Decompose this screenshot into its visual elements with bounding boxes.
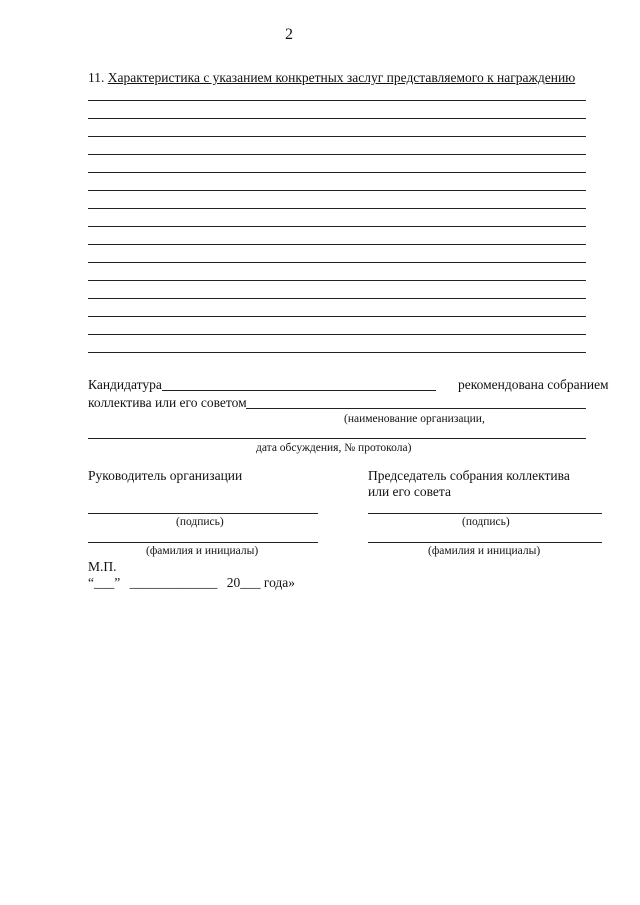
stamp-place-label: М.П.	[88, 559, 117, 574]
discussion-date-field[interactable]	[88, 438, 586, 439]
organization-hint: (наименование организации,	[344, 413, 485, 425]
section-number: 11.	[88, 70, 105, 85]
month-blank[interactable]: _____________	[129, 575, 218, 590]
organization-field[interactable]	[246, 408, 586, 409]
chairman-label-line1: Председатель собрания коллектива	[368, 468, 570, 483]
writing-line[interactable]	[88, 100, 586, 101]
head-name-field[interactable]	[88, 542, 318, 543]
chairman-signature-field[interactable]	[368, 513, 602, 514]
writing-line[interactable]	[88, 118, 586, 119]
writing-line[interactable]	[88, 262, 586, 263]
day-blank[interactable]: ___	[94, 575, 115, 590]
writing-line[interactable]	[88, 352, 586, 353]
year-blank[interactable]: ___	[240, 575, 261, 590]
date-open-quote: “	[88, 575, 94, 590]
discussion-date-hint: дата обсуждения, № протокола)	[256, 442, 412, 454]
date-close-quote: ”	[114, 575, 121, 590]
head-name-hint: (фамилия и инициалы)	[146, 545, 259, 557]
date-line[interactable]	[88, 575, 295, 591]
chairman-signature-hint: (подпись)	[462, 516, 510, 528]
writing-line[interactable]	[88, 280, 586, 281]
writing-line[interactable]	[88, 316, 586, 317]
writing-line[interactable]	[88, 244, 586, 245]
writing-line[interactable]	[88, 334, 586, 335]
year-suffix: года»	[263, 575, 296, 590]
writing-line[interactable]	[88, 172, 586, 173]
head-of-organization-label: Руководитель организации	[88, 468, 243, 483]
page-number: 2	[285, 26, 293, 43]
collective-label: коллектива или его советом	[88, 395, 247, 410]
candidacy-label: Кандидатура	[88, 377, 162, 392]
head-signature-field[interactable]	[88, 513, 318, 514]
year-prefix: 20	[226, 575, 241, 590]
writing-line[interactable]	[88, 136, 586, 137]
writing-line[interactable]	[88, 190, 586, 191]
chairman-label-line2: или его совета	[368, 484, 451, 499]
recommended-label: рекомендована собранием	[458, 377, 609, 392]
writing-line[interactable]	[88, 298, 586, 299]
chairman-name-field[interactable]	[368, 542, 602, 543]
head-signature-hint: (подпись)	[176, 516, 224, 528]
writing-line[interactable]	[88, 226, 586, 227]
chairman-name-hint: (фамилия и инициалы)	[428, 545, 541, 557]
writing-line[interactable]	[88, 208, 586, 209]
section-title: Характеристика с указанием конкретных заслуг представляемого к награждению	[107, 70, 576, 85]
candidate-field[interactable]	[162, 390, 436, 391]
section-heading	[88, 70, 575, 86]
writing-line[interactable]	[88, 154, 586, 155]
